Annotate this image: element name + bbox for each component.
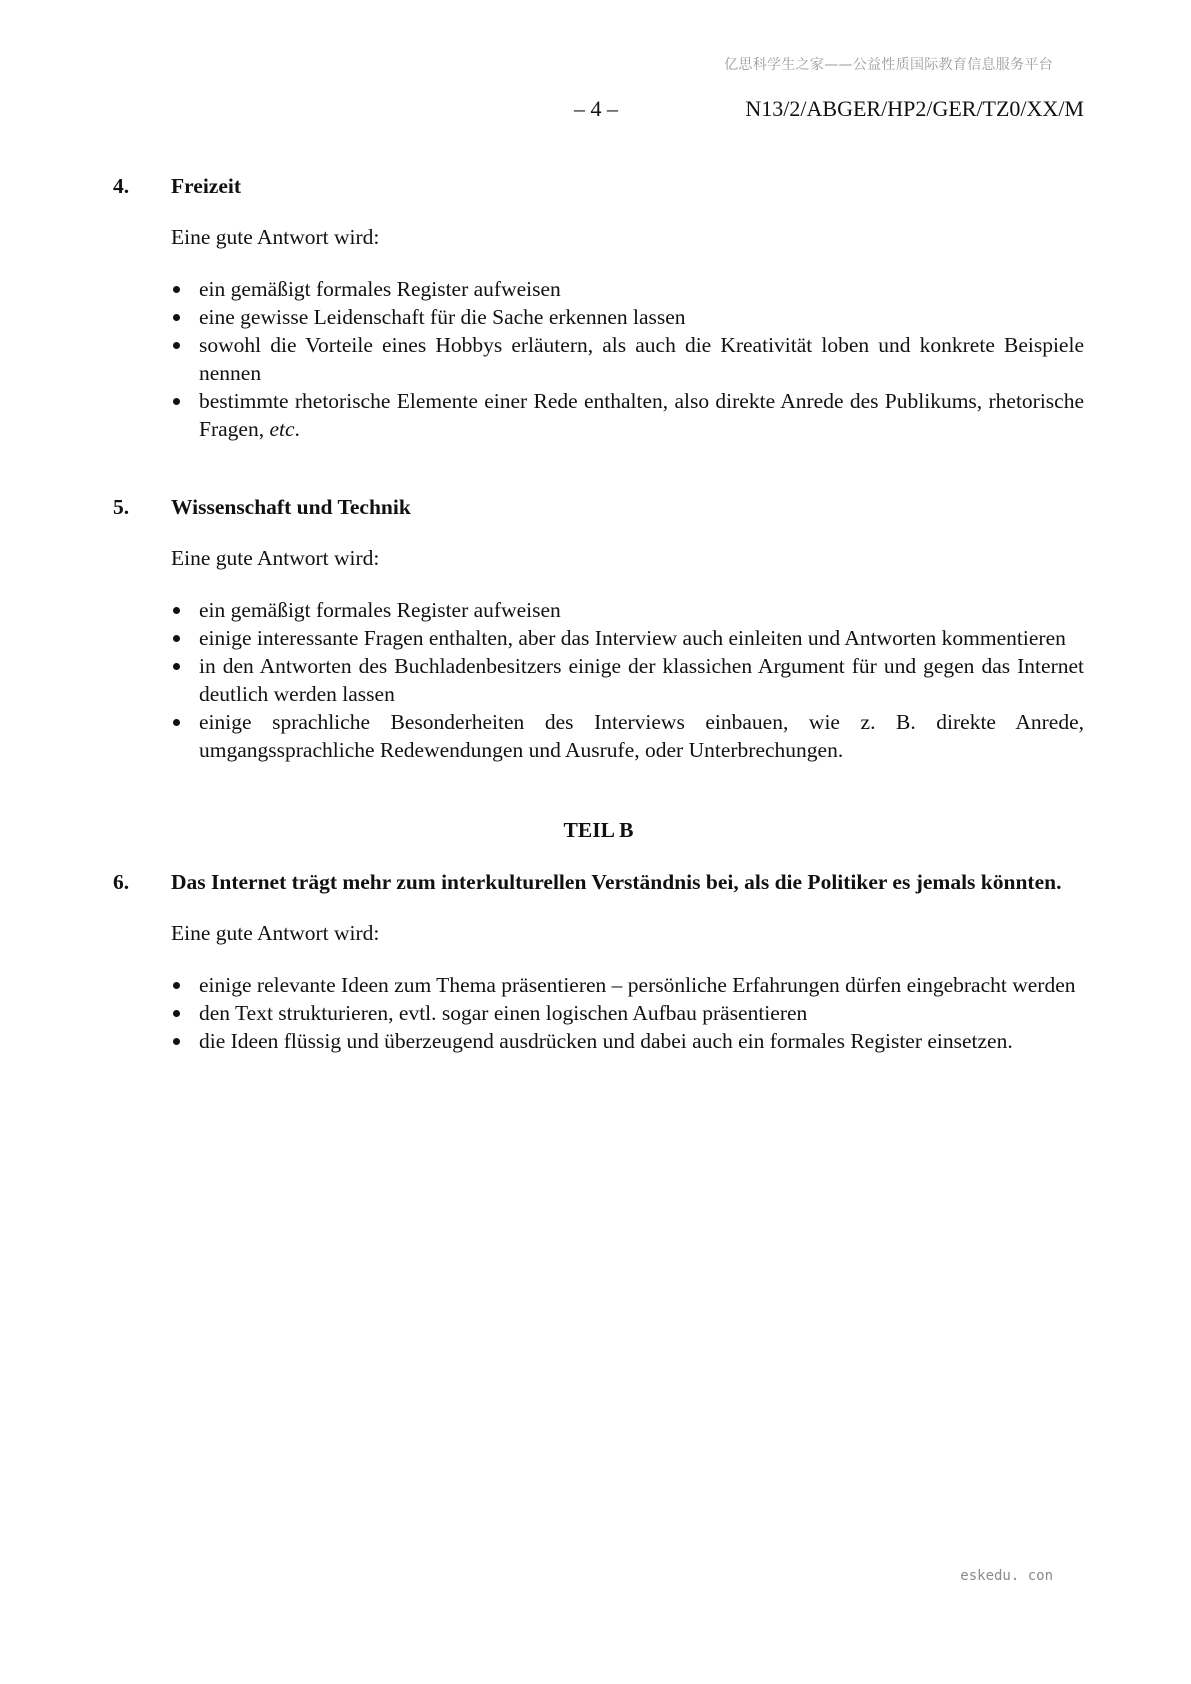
- bullet-icon: [173, 286, 180, 293]
- bullet-text: eine gewisse Leidenschaft für die Sache erkennen lassen: [199, 305, 686, 329]
- list-item: [171, 652, 1084, 708]
- bullet-text: bestimmte rhetorische Elemente einer Rede enthalten, also direkte Anrede des Publikums, rhetorische Fragen,: [199, 389, 1084, 441]
- watermark-footer: eskedu. con: [960, 1568, 1053, 1584]
- section-number: 4.: [113, 174, 130, 198]
- list-item: [171, 708, 1084, 764]
- bullet-icon: [173, 635, 180, 642]
- bullet-text: einige sprachliche Besonderheiten des Interviews einbauen, wie z. B. direkte Anrede, umgangssprachliche Redewendungen und Ausrufe, oder Unterbrechungen.: [199, 710, 1084, 762]
- bullet-text: die Ideen flüssig und überzeugend ausdrücken und dabei auch ein formales Register einsetzen.: [199, 1029, 1013, 1053]
- list-item: [171, 303, 1084, 331]
- list-item: [171, 275, 1084, 303]
- bullet-icon: [173, 314, 180, 321]
- bullet-italic-text: etc: [269, 417, 295, 441]
- part-heading: TEIL B: [563, 818, 634, 842]
- list-item: [171, 624, 1084, 652]
- section-number: 6.: [113, 870, 130, 894]
- bullet-list: [171, 971, 1084, 1055]
- section-number: 5.: [113, 495, 130, 519]
- bullet-icon: [173, 398, 180, 405]
- section-intro: Eine gute Antwort wird:: [171, 921, 380, 945]
- bullet-end-punctuation: .: [294, 417, 300, 441]
- section-4: [113, 170, 1084, 443]
- section-5: [113, 491, 1084, 764]
- section-6: [113, 866, 1084, 1055]
- bullet-icon: [173, 1010, 180, 1017]
- bullet-icon: [173, 719, 180, 726]
- bullet-icon: [173, 1038, 180, 1045]
- bullet-text: einige interessante Fragen enthalten, aber das Interview auch einleiten und Antworten kommentieren: [199, 626, 1066, 650]
- section-heading: [113, 866, 1084, 899]
- list-item: [171, 1027, 1084, 1055]
- watermark-header: 亿思科学生之家——公益性质国际教育信息服务平台: [724, 57, 1053, 73]
- bullet-icon: [173, 607, 180, 614]
- section-title: Freizeit: [171, 174, 242, 198]
- bullet-icon: [173, 342, 180, 349]
- document-code: N13/2/ABGER/HP2/GER/TZ0/XX/M: [745, 96, 1084, 121]
- section-heading: [113, 491, 1084, 524]
- list-item: [171, 331, 1084, 387]
- bullet-text: ein gemäßigt formales Register aufweisen: [199, 598, 561, 622]
- bullet-list: [171, 596, 1084, 764]
- bullet-list: [171, 275, 1084, 443]
- list-item: [171, 596, 1084, 624]
- section-heading: [113, 170, 1084, 203]
- list-item: [171, 999, 1084, 1027]
- bullet-text: den Text strukturieren, evtl. sogar einen logischen Aufbau präsentieren: [199, 1001, 808, 1025]
- bullet-text: sowohl die Vorteile eines Hobbys erläutern, als auch die Kreativität loben und konkrete Beispiele nennen: [199, 333, 1084, 385]
- section-intro: Eine gute Antwort wird:: [171, 225, 380, 249]
- document-body: [113, 170, 1084, 1055]
- section-title: Das Internet trägt mehr zum interkulturellen Verständnis bei, als die Politiker es jemals könnten.: [171, 870, 1062, 894]
- bullet-text: ein gemäßigt formales Register aufweisen: [199, 277, 561, 301]
- bullet-icon: [173, 982, 180, 989]
- section-title: Wissenschaft und Technik: [171, 495, 411, 519]
- list-item: [171, 387, 1084, 443]
- page-number: – 4 –: [574, 96, 618, 121]
- list-item: [171, 971, 1084, 999]
- bullet-icon: [173, 663, 180, 670]
- bullet-text: einige relevante Ideen zum Thema präsentieren – persönliche Erfahrungen dürfen eingebracht werden: [199, 973, 1076, 997]
- bullet-text: in den Antworten des Buchladenbesitzers einige der klassichen Argument für und gegen das Internet deutlich werden lassen: [199, 654, 1084, 706]
- section-intro: Eine gute Antwort wird:: [171, 546, 380, 570]
